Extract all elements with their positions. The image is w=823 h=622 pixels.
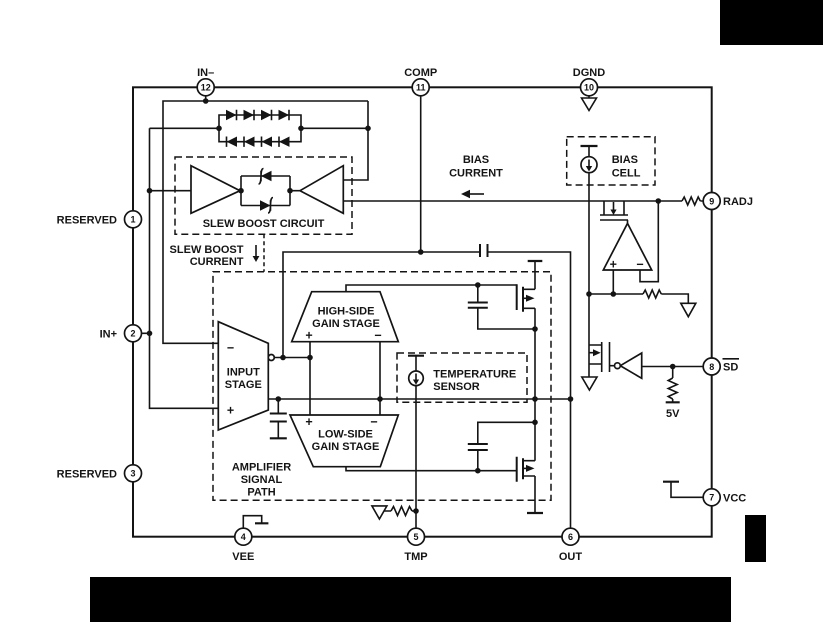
pin-1-number: 1 [130,214,136,225]
pin-9 [703,193,720,210]
radj-resistor [682,197,700,205]
pin-1-label: RESERVED [56,214,117,227]
pin-7-label: VCC [723,492,747,505]
pin-2-label: IN+ [99,328,117,341]
low-side-label-1: LOW-SIDE [318,428,373,441]
bias-cell-label-2: CELL [611,167,641,180]
shutdown-fet-arrow [593,349,601,356]
input-stage-capacitor [270,414,287,422]
limiter-up [261,171,272,181]
pin-7-number: 7 [709,492,715,503]
mask-right [745,515,766,562]
input-stage-inverting-bubble [268,355,274,361]
low-side-plus: + [305,415,313,429]
limiter-down [260,200,271,210]
pin-5-number: 5 [413,532,419,542]
mask-caption-bar [90,577,731,622]
opamp-resistor [643,290,661,298]
pin-12 [197,79,214,96]
pin-5-label: TMP [404,551,428,563]
high-side-label-1: HIGH-SIDE [317,305,375,318]
slew-current-arrow [253,245,260,262]
slew-current-label-2: CURRENT [189,256,244,268]
bias-cell-current-source [581,157,597,173]
tmp-resistor [391,507,412,516]
temp-sensor-label-1: TEMPERATURE [433,368,517,381]
temperature-sensor-current-source [409,371,424,386]
bias-current-arrow [461,190,484,198]
low-side-minus: − [370,415,378,429]
bias-cell-label-1: BIAS [611,154,638,166]
slew-buffer-left [191,166,240,214]
pin-2 [125,325,142,342]
amp-path-label-2: SIGNAL [240,474,283,486]
high-side-plus: + [305,328,313,343]
pin-6-label: OUT [558,551,583,563]
high-side-label-2: GAIN STAGE [312,318,380,330]
dgnd-ground-icon [582,98,597,111]
bias-current-label-2: CURRENT [449,167,503,180]
high-side-minus: − [374,328,382,343]
pins [125,79,721,545]
pin-9-label: RADJ [723,196,753,208]
opamp-minus: − [636,257,644,272]
resistors [391,197,700,516]
supply-5v-label: 5V [665,408,680,420]
bias-current-label-1: BIAS [462,154,490,166]
pin-9-number: 9 [709,196,715,207]
input-stage-plus: + [226,403,235,418]
pin-5 [408,528,425,545]
pin-1 [125,211,142,228]
pin-4 [235,528,252,545]
pin-2-number: 2 [130,328,136,339]
comp-capacitor [480,244,488,257]
temp-sensor-label-2: SENSOR [433,381,480,393]
slew-current-label-1: SLEW BOOST [169,244,244,256]
pin-4-label: VEE [232,551,255,563]
input-stage-label-2: STAGE [224,379,262,391]
pin-4-number: 4 [240,532,246,542]
pin-3-number: 3 [130,468,136,479]
low-side-capacitor [468,444,488,450]
pin-10-label: DGND [572,67,606,79]
opamp-ground-icon [681,303,696,316]
slew-boost-circuit [191,166,343,214]
pin-3-label: RESERVED [56,468,117,481]
pin-6 [562,528,579,545]
pin-8-label: SD [723,361,739,374]
amp-path-label-3: PATH [247,486,276,499]
pin-11-number: 11 [415,82,426,93]
slew-boost-label: SLEW BOOST CIRCUIT [202,218,325,230]
high-side-capacitor [468,303,488,308]
pin-6-number: 6 [567,532,574,542]
pin-12-label: IN– [197,67,215,79]
pin-7 [703,489,720,506]
pin-11-label: COMP [404,67,438,79]
pin-10-number: 10 [583,82,595,93]
low-side-label-2: GAIN STAGE [311,441,380,453]
pin-8 [703,358,720,375]
pin-10 [581,79,598,96]
tmp-ground-icon [372,506,387,519]
input-stage-label-1: INPUT [226,366,260,379]
input-stage-minus: − [226,341,235,355]
pin-labels [57,67,753,563]
opamp-plus: + [609,257,617,272]
mask-top-right [720,0,823,45]
slew-buffer-right [300,166,343,214]
pin-8-number: 8 [709,361,715,372]
pin-11 [412,79,429,96]
amp-path-label-1: AMPLIFIER [231,461,292,474]
pin-3 [125,465,142,482]
polarity-marks [224,257,644,430]
sd-pullup-resistor [668,378,677,399]
shutdown-ground-icon [582,377,597,390]
pin-12-number: 12 [200,82,211,93]
